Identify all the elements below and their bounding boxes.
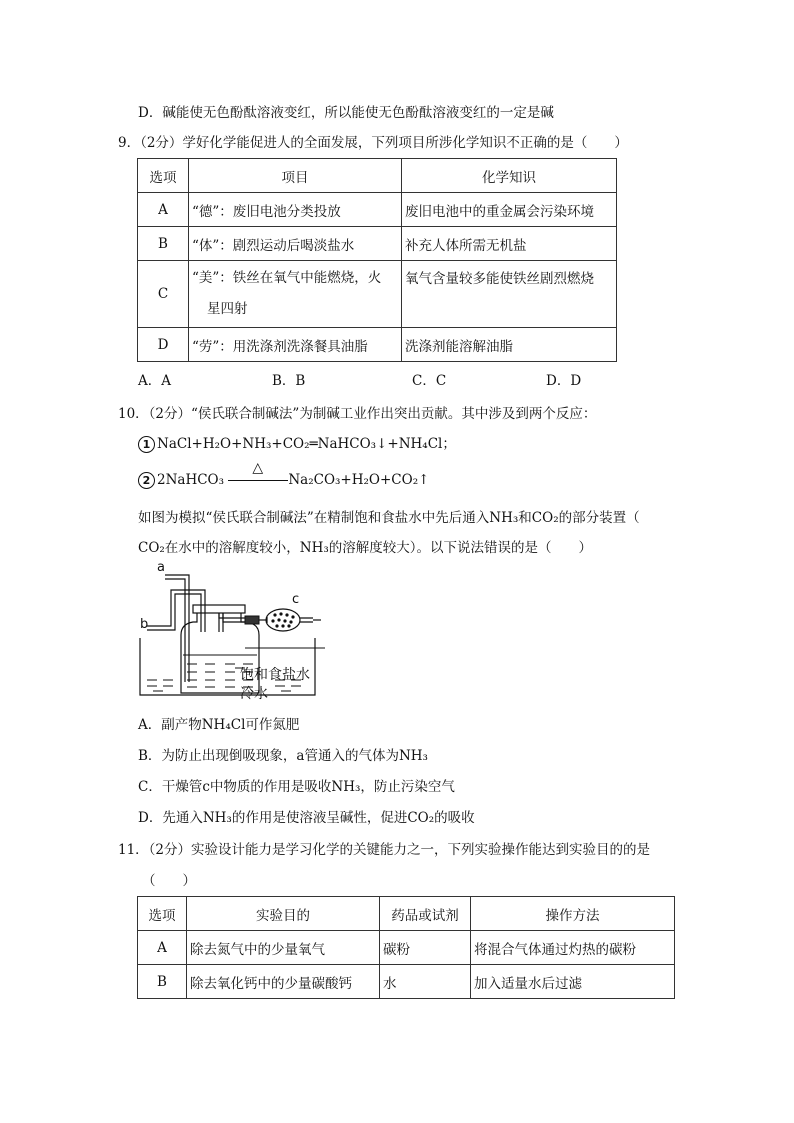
heating-arrow (228, 459, 288, 488)
header-cell: 操作方法 (471, 897, 675, 931)
reaction-2 (138, 459, 430, 490)
q9-stem: 9．（2分）学好化学能促进人的全面发展，下列项目所涉化学知识不正确的是（ ） (118, 135, 628, 151)
q9-option-c: C．C (412, 373, 447, 389)
goal-cell: 除去氮气中的少量氧气 (187, 931, 380, 965)
q10-stem: 10．（2分）“侯氏联合制碱法”为制碱工业作出突出贡献。其中涉及到两个反应： (118, 406, 597, 422)
q10-desc-line-2: CO₂在水中的溶解度较小，NH₃的溶解度较大）。以下说法错误的是（ ） (138, 540, 593, 556)
table-header-row (138, 159, 617, 193)
table-header-row (138, 897, 675, 931)
method-cell: 加入适量水后过滤 (471, 965, 675, 999)
table-row (138, 261, 617, 328)
q11-stem: 11．（2分）实验设计能力是学习化学的关键能力之一，下列实验操作能达到实验目的的是 (118, 842, 651, 858)
table-row (138, 227, 617, 261)
item-line-1: “美”：铁丝在氧气中能燃烧，火 (192, 270, 382, 286)
q10-option-b: B．为防止出现倒吸现象，a管通入的气体为NH₃ (138, 748, 428, 764)
table-row (138, 328, 617, 362)
knowledge-cell: 补充人体所需无机盐 (402, 227, 617, 261)
option-cell: D (138, 328, 189, 362)
option-cell: A (138, 931, 187, 965)
item-cell (189, 261, 402, 328)
header-cell: 选项 (138, 159, 189, 193)
table-row (138, 193, 617, 227)
option-cell: B (138, 227, 189, 261)
item-line-2: 星四射 (207, 301, 248, 317)
q9-table (137, 158, 617, 362)
reaction-number-2: 2 (138, 472, 155, 489)
q10-option-d: D．先通入NH₃的作用是使溶液呈碱性，促进CO₂的吸收 (138, 810, 475, 826)
header-cell: 项目 (189, 159, 402, 193)
q10-option-a: A．副产物NH₄Cl可作氮肥 (138, 717, 300, 733)
q10-option-c: C．干燥管c中物质的作用是吸收NH₃，防止污染空气 (138, 779, 455, 795)
header-cell: 药品或试剂 (380, 897, 471, 931)
table-row (138, 965, 675, 999)
q9-option-d: D．D (546, 373, 582, 389)
label-b: b (140, 617, 149, 632)
header-cell: 化学知识 (402, 159, 617, 193)
q11-stem-paren: （ ） (142, 873, 196, 889)
reaction-number-1: 1 (138, 436, 155, 453)
reaction-2-right: Na₂CO₃+H₂O+CO₂↑ (288, 472, 430, 488)
label-brine: 饱和食盐水 (240, 667, 310, 683)
header-cell: 选项 (138, 897, 187, 931)
q9-option-b: B．B (272, 373, 306, 389)
table-row (138, 931, 675, 965)
q9-option-a: A．A (138, 373, 171, 389)
method-cell: 将混合气体通过灼热的碳粉 (471, 931, 675, 965)
header-cell: 实验目的 (187, 897, 380, 931)
knowledge-cell: 废旧电池中的重金属会污染环境 (402, 193, 617, 227)
item-cell: “体”：剧烈运动后喝淡盐水 (189, 227, 402, 261)
reaction-2-left: 2NaHCO₃ (157, 472, 225, 488)
q8-option-d: D．碱能使无色酚酞溶液变红，所以能使无色酚酞溶液变红的一定是碱 (138, 105, 554, 121)
q11-table (137, 896, 675, 999)
label-cold-water: 冷水 (240, 686, 268, 702)
drying-tube-c (266, 609, 300, 631)
reaction-arrow-line (228, 480, 288, 481)
label-c: c (292, 592, 300, 607)
heating-symbol: △ (252, 459, 264, 476)
option-cell: B (138, 965, 187, 999)
q10-desc-line-1: 如图为模拟“侯氏联合制碱法”在精制饱和食盐水中先后通入NH₃和CO₂的部分装置（ (138, 510, 640, 526)
reaction-1 (138, 434, 456, 454)
item-cell: “德”：废旧电池分类投放 (189, 193, 402, 227)
rubber-connector (245, 616, 259, 624)
option-cell: C (138, 261, 189, 328)
label-a: a (157, 560, 165, 575)
goal-cell: 除去氧化钙中的少量碳酸钙 (187, 965, 380, 999)
item-cell: “劳”：用洗涤剂洗涤餐具油脂 (189, 328, 402, 362)
knowledge-cell: 洗涤剂能溶解油脂 (402, 328, 617, 362)
option-cell: A (138, 193, 189, 227)
reagent-cell: 碳粉 (380, 931, 471, 965)
reagent-cell: 水 (380, 965, 471, 999)
knowledge-cell: 氧气含量较多能使铁丝剧烈燃烧 (402, 261, 617, 328)
reaction-1-equation: NaCl+H₂O+NH₃+CO₂═NaHCO₃↓+NH₄Cl； (157, 436, 456, 452)
